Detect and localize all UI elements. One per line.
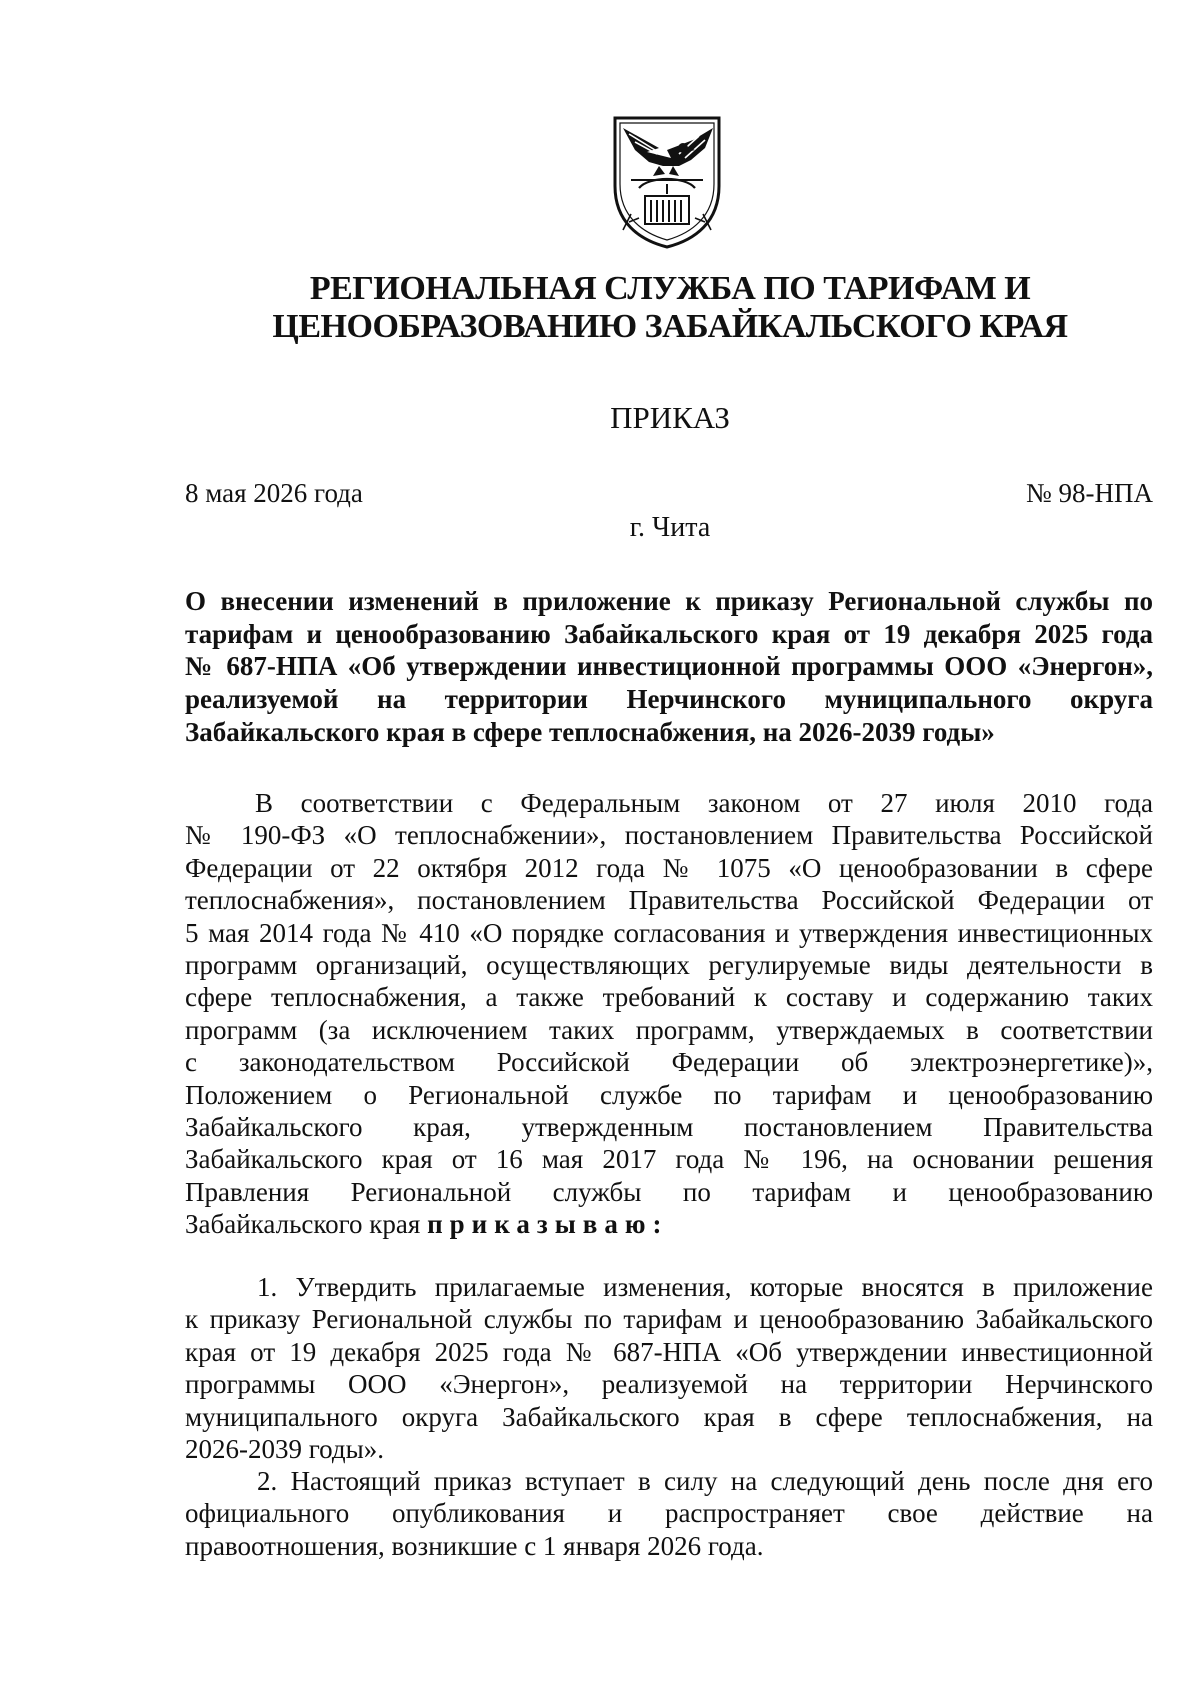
preamble-final-line	[185, 1208, 1153, 1240]
preamble-line: сфере теплоснабжения, а также требований к составу и содержанию таких	[185, 982, 1153, 1013]
item-1-line: края от 19 декабря 2025 года № 687-НПА «Об утверждении инвестиционной	[185, 1336, 1153, 1367]
preamble-paragraph	[185, 787, 1153, 1241]
item-1-line: муниципального округа Забайкальского края в сфере теплоснабжения, на	[185, 1401, 1153, 1432]
preamble-line: Правления Региональной службы по тарифам и ценообразованию	[185, 1176, 1153, 1207]
item-2-line: официального опубликования и распространяет свое действие на	[185, 1498, 1153, 1529]
preamble-line: программ организаций, осуществляющих регулируемые виды деятельности в	[185, 950, 1153, 981]
preamble-line: Положением о Региональной службе по тарифам и ценообразованию	[185, 1079, 1153, 1110]
document-date: 8 мая 2026 года	[185, 478, 363, 508]
item-1-line: программы ООО «Энергон», реализуемой на территории Нерчинского	[185, 1369, 1153, 1400]
document-subject	[185, 585, 1153, 749]
document-number: № 98-НПА	[1026, 478, 1153, 508]
item-2-line: правоотношения, возникшие с 1 января 2026 года.	[185, 1530, 764, 1561]
document-type: ПРИКАЗ	[610, 400, 730, 435]
preamble-line: программ (за исключением таких программ, утверждаемых в соответствии	[185, 1014, 1153, 1045]
preamble-line: Забайкальского края от 16 мая 2017 года № 196, на основании решения	[185, 1144, 1153, 1175]
preamble-line: 5 мая 2014 года № 410 «О порядке согласования и утверждения инвестиционных	[185, 917, 1153, 948]
item-1-line: 2026-2039 годы».	[185, 1434, 384, 1465]
preamble-line: № 190-ФЗ «О теплоснабжении», постановлением Правительства Российской	[185, 820, 1153, 851]
preamble-line: с законодательством Российской Федерации об электроэнергетике)»,	[185, 1047, 1153, 1078]
order-command: приказываю:	[427, 1209, 669, 1240]
coat-of-arms-icon	[609, 114, 725, 249]
subject-line: № 687-НПА «Об утверждении инвестиционной программы ООО «Энергон»,	[185, 651, 1153, 682]
subject-line: О внесении изменений в приложение к приказу Региональной службы по	[185, 586, 1153, 616]
order-item-1	[185, 1271, 1153, 1465]
preamble-final-text: Забайкальского края	[185, 1209, 428, 1240]
item-1-line: 1. Утвердить прилагаемые изменения, которые вносятся в приложение	[257, 1272, 1153, 1302]
preamble-line: Забайкальского края, утвержденным постановлением Правительства	[185, 1112, 1153, 1143]
document-city: г. Чита	[629, 512, 711, 543]
order-item-2	[185, 1465, 1153, 1562]
item-1-line: к приказу Региональной службы по тарифам и ценообразованию Забайкальского	[185, 1304, 1153, 1335]
preamble-line: В соответствии с Федеральным законом от 27 июля 2010 года	[255, 788, 1153, 818]
subject-line: тарифам и ценообразованию Забайкальского края от 19 декабря 2025 года	[185, 618, 1153, 649]
item-2-line: 2. Настоящий приказ вступает в силу на следующий день после дня его	[257, 1466, 1153, 1496]
subject-line: реализуемой на территории Нерчинского муниципального округа	[185, 684, 1153, 715]
organization-title-line-2: ЦЕНООБРАЗОВАНИЮ ЗАБАЙКАЛЬСКОГО КРАЯ	[272, 308, 1068, 345]
organization-title-line-1: РЕГИОНАЛЬНАЯ СЛУЖБА ПО ТАРИФАМ И	[309, 270, 1031, 307]
subject-line: Забайкальского края в сфере теплоснабжения, на 2026-2039 годы»	[185, 716, 995, 747]
preamble-line: теплоснабжения», постановлением Правительства Российской Федерации от	[185, 885, 1153, 916]
preamble-line: Федерации от 22 октября 2012 года № 1075 «О ценообразовании в сфере	[185, 852, 1153, 883]
